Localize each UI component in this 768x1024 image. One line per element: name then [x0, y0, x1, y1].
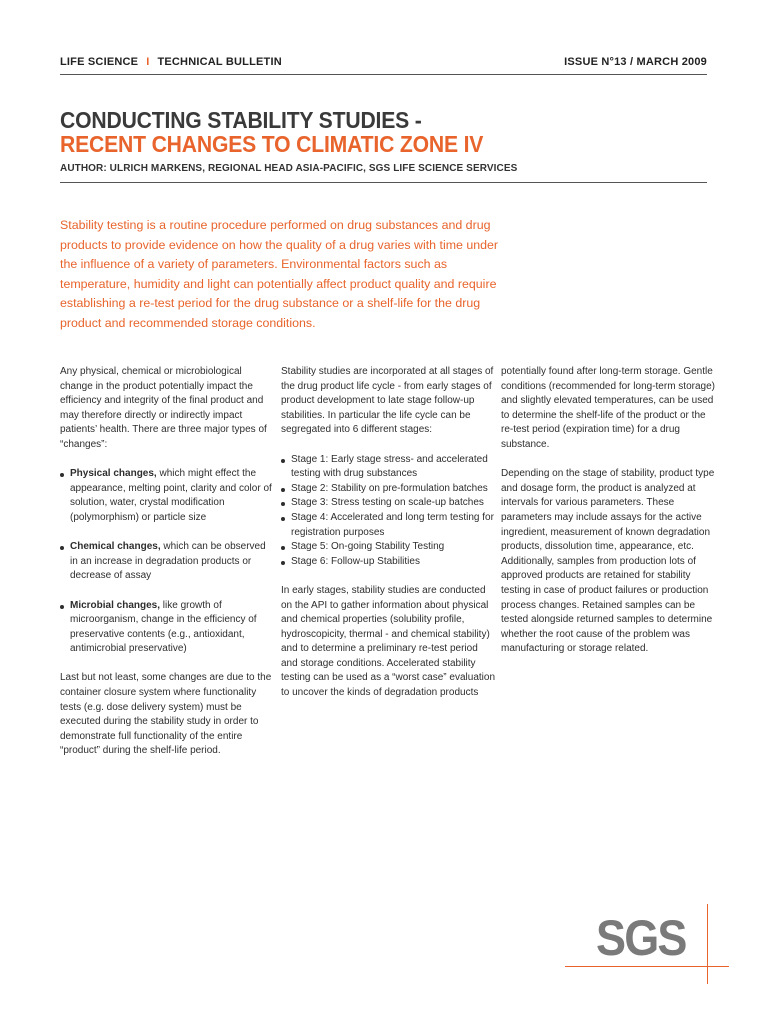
- list-item-stage-5: Stage 5: On-going Stability Testing: [281, 540, 496, 555]
- bullet-text: which might effect the appearance, melting point, clarity and color of solution, water, crystal modification (polymorphism) or particle size: [70, 468, 272, 523]
- logo-horizontal-line: [565, 966, 729, 967]
- col1-paragraph-1: Any physical, chemical or microbiological change in the product potentially impact the efficiency and integrity of the final product and may therefore directly or indirectly impact patients’ health. There are three major types of “changes”:: [60, 366, 267, 450]
- stages-list: [281, 453, 496, 570]
- header-bar: [60, 56, 707, 68]
- list-item-stage-2: Stage 2: Stability on pre-formulation batches: [281, 482, 496, 497]
- logo-vertical-line: [707, 904, 708, 984]
- col2-paragraph-1: Stability studies are incorporated at all stages of the drug product life cycle - from early stages of product development to late stage follow-up stabilities. In particular the life cycle can be segregated into 6 different stages:: [281, 366, 494, 436]
- column-1: [60, 365, 275, 774]
- doc-type-label: TECHNICAL BULLETIN: [157, 56, 282, 68]
- author-line: AUTHOR: ULRICH MARKENS, REGIONAL HEAD ASIA-PACIFIC, SGS LIFE SCIENCE SERVICES: [60, 163, 518, 174]
- section-label: LIFE SCIENCE: [60, 56, 139, 68]
- list-item-chemical-changes: [60, 540, 275, 584]
- title-line-1: CONDUCTING STABILITY STUDIES -: [60, 107, 422, 133]
- list-item-physical-changes: [60, 467, 275, 525]
- bullet-text: which can be observed in an increase in degradation products or decrease of assay: [70, 541, 266, 582]
- title-line-2: RECENT CHANGES TO CLIMATIC ZONE IV: [60, 131, 484, 157]
- page-title: [60, 108, 655, 156]
- header-left: [60, 56, 282, 68]
- col3-paragraph-1: potentially found after long-term storage. Gentle conditions (recommended for long-term storage) and slightly elevated temperatures, can be used to determine the shelf-life of the product or the re-test period (expiration time) for a drug substance.: [501, 366, 715, 450]
- header-separator: I: [146, 56, 150, 68]
- sgs-logo: SGS: [596, 910, 686, 966]
- issue-label: ISSUE N°13 / MARCH 2009: [564, 56, 707, 68]
- title-divider: [60, 182, 707, 183]
- list-item-stage-6: Stage 6: Follow-up Stabilities: [281, 555, 496, 570]
- bullet-bold-label: Physical changes,: [70, 468, 157, 480]
- list-item-stage-4: Stage 4: Accelerated and long term testing for registration purposes: [281, 511, 496, 540]
- list-item-microbial-changes: [60, 599, 275, 657]
- header-divider: [60, 74, 707, 75]
- bullet-bold-label: Microbial changes,: [70, 599, 161, 611]
- bullet-bold-label: Chemical changes,: [70, 541, 161, 553]
- bullet-text: like growth of microorganism, change in the efficiency of preservative contents (e.g., antioxidant, antimicrobial preservative): [70, 599, 257, 655]
- col2-paragraph-2: In early stages, stability studies are conducted on the API to gather information about physical and chemical properties (solubility profile, hydroscopicity, thermal - and chemical stability) and to determine a preliminary re-test period and storage conditions. Accelerated stability testing can be used as a “worst case” evaluation to uncover the kinds of degradation products: [281, 584, 496, 699]
- column-2: [281, 365, 496, 715]
- column-3: [501, 365, 716, 671]
- list-item-stage-3: Stage 3: Stress testing on scale-up batches: [281, 496, 496, 511]
- col1-paragraph-2: Last but not least, some changes are due to the container closure system where functionality tests (e.g. dose delivery system) must be executed during the stability study in order to demonstrate full functionality of the entire “product” during the shelf-life period.: [60, 672, 272, 757]
- col3-paragraph-2: Depending on the stage of stability, product type and dosage form, the product is analyzed at intervals for various parameters. These parameters may include assays for the active ingredient, measurement of known degradation products, dissolution time, appearance, etc. Additionally, samples from production lots of approved products are retained for stability testing in case of product failures or production process changes. Retained samples can be tested alongside returned samples to determine whether the root cause of the problem was manufacturing or storage related.: [501, 468, 715, 655]
- list-item-stage-1: Stage 1: Early stage stress- and accelerated testing with drug substances: [281, 453, 496, 482]
- intro-paragraph: Stability testing is a routine procedure performed on drug substances and drug products to provide evidence on how the quality of a drug varies with time under the influence of a variety of parameters. Environmental factors such as temperature, humidity and light can potentially affect product quality and require establishing a re-test period for the drug substance or a shelf-life for the drug product and recommended storage conditions.: [60, 218, 499, 330]
- changes-list: [60, 467, 275, 657]
